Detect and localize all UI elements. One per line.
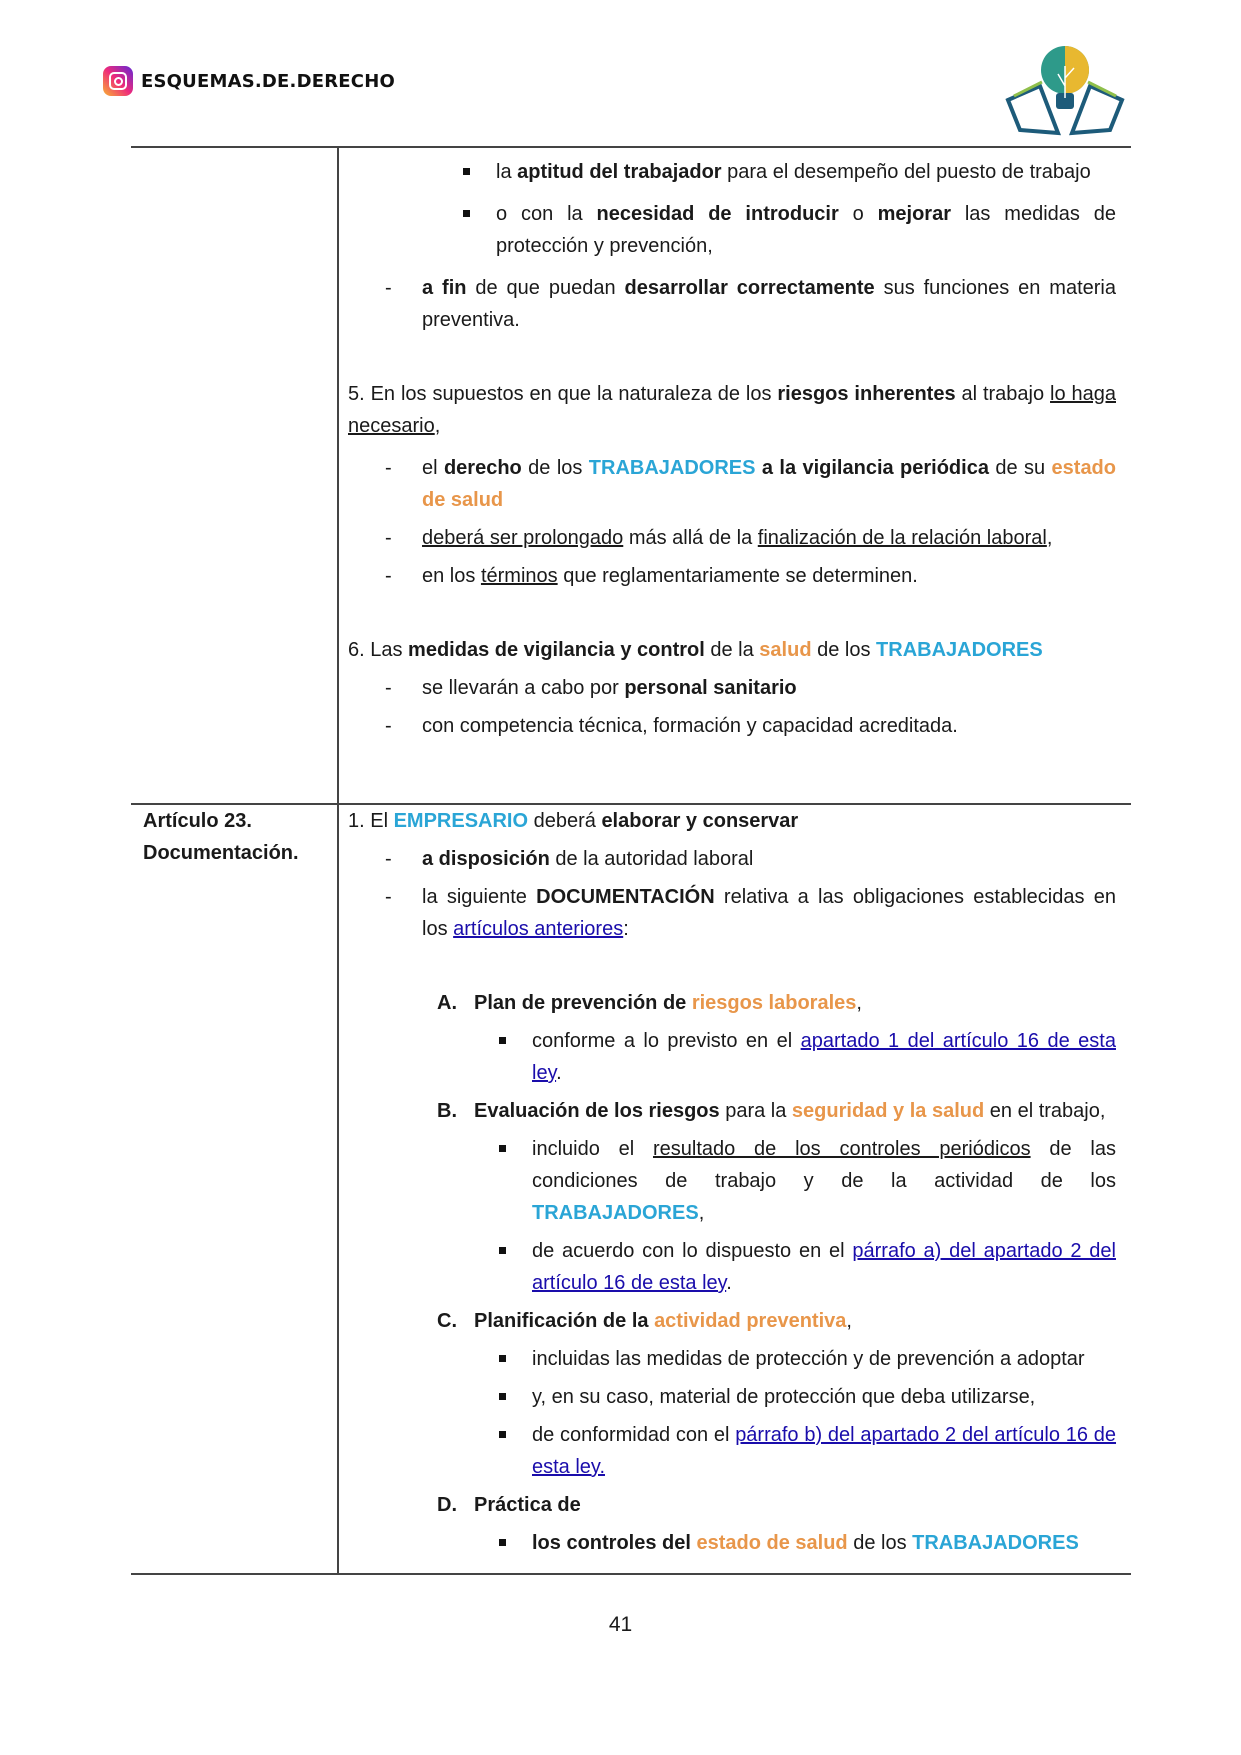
- brand-header: [103, 66, 395, 96]
- section-c-heading: C. Planificación de la actividad preventiva,: [348, 1305, 1116, 1337]
- table-bottom-border: [131, 1573, 1131, 1575]
- list-item: - a fin de que puedan desarrollar correctamente sus funciones en materia preventiva.: [348, 272, 1116, 336]
- list-item: la aptitud del trabajador para el desempeño del puesto de trabajo: [348, 156, 1116, 188]
- article-title: Artículo 23. Documentación.: [143, 810, 299, 864]
- bullet-square-icon: [499, 1539, 506, 1546]
- apartado-1-articulo-16-link[interactable]: apartado 1 del artículo 16 de esta ley: [532, 1030, 1116, 1084]
- list-item: - se llevarán a cabo por personal sanitario: [348, 672, 1116, 704]
- instagram-icon: [103, 66, 133, 96]
- list-item: - a disposición de la autoridad laboral: [348, 843, 1116, 875]
- bullet-square-icon: [499, 1145, 506, 1152]
- list-item: de acuerdo con lo dispuesto en el párrafo a) del apartado 2 del artículo 16 de esta ley.: [348, 1235, 1116, 1299]
- table-top-border: [131, 146, 1131, 148]
- bullet-square-icon: [463, 210, 470, 217]
- table-column-divider: [337, 146, 339, 1574]
- list-item: - el derecho de los TRABAJADORES a la vigilancia periódica de su estado de salud: [348, 452, 1116, 516]
- list-item: los controles del estado de salud de los TRABAJADORES: [348, 1527, 1116, 1559]
- section-a-heading: A. Plan de prevención de riesgos laborales,: [348, 987, 1116, 1019]
- list-letter: D.: [437, 1494, 457, 1516]
- list-item: de conformidad con el párrafo b) del apartado 2 del artículo 16 de esta ley.: [348, 1419, 1116, 1483]
- list-item: incluidas las medidas de protección y de prevención a adoptar: [348, 1343, 1116, 1375]
- list-item: y, en su caso, material de protección que deba utilizarse,: [348, 1381, 1116, 1413]
- list-item: - con competencia técnica, formación y capacidad acreditada.: [348, 710, 1116, 742]
- article-intro: 1. El EMPRESARIO deberá elaborar y conservar: [348, 810, 799, 832]
- list-letter: A.: [437, 992, 457, 1014]
- bullet-square-icon: [463, 168, 470, 175]
- paragraph-6: 6. Las medidas de vigilancia y control de la salud de los TRABAJADORES: [348, 639, 1043, 661]
- list-letter: C.: [437, 1310, 457, 1332]
- article-23-content: [348, 805, 1116, 1559]
- parrafo-b-apartado-2-link[interactable]: párrafo b) del apartado 2 del artículo 16 de esta ley.: [532, 1424, 1117, 1478]
- lightbulb-brain-book-logo: [1000, 38, 1130, 143]
- list-letter: B.: [437, 1100, 457, 1122]
- list-item: conforme a lo previsto en el apartado 1 del artículo 16 de esta ley.: [348, 1025, 1116, 1089]
- brand-name: ESQUEMAS.DE.DERECHO: [141, 70, 395, 92]
- paragraph-5: 5. En los supuestos en que la naturaleza de los riesgos inherentes al trabajo lo haga necesario,: [348, 383, 1116, 437]
- list-item: o con la necesidad de introducir o mejorar las medidas de protección y prevención,: [348, 198, 1116, 262]
- page-number: 41: [608, 1613, 633, 1636]
- section-b-heading: B. Evaluación de los riesgos para la seguridad y la salud en el trabajo,: [348, 1095, 1116, 1127]
- section-d-heading: D. Práctica de: [348, 1489, 1116, 1521]
- list-item: - la siguiente DOCUMENTACIÓN relativa a las obligaciones establecidas en los artículos anteriores:: [348, 881, 1116, 945]
- articulos-anteriores-link[interactable]: artículos anteriores: [453, 918, 624, 940]
- list-item: - en los términos que reglamentariamente se determinen.: [348, 560, 1116, 592]
- bullet-square-icon: [499, 1393, 506, 1400]
- list-item: incluido el resultado de los controles periódicos de las condiciones de trabajo y de la actividad de los TRABAJADORES,: [348, 1133, 1116, 1229]
- bullet-square-icon: [499, 1037, 506, 1044]
- bullet-square-icon: [499, 1431, 506, 1438]
- bullet-square-icon: [499, 1355, 506, 1362]
- upper-cell-content: [348, 156, 1116, 742]
- list-item: - deberá ser prolongado más allá de la finalización de la relación laboral,: [348, 522, 1116, 554]
- bullet-square-icon: [499, 1247, 506, 1254]
- parrafo-a-apartado-2-link[interactable]: párrafo a) del apartado 2 del artículo 16 de esta ley: [532, 1240, 1116, 1294]
